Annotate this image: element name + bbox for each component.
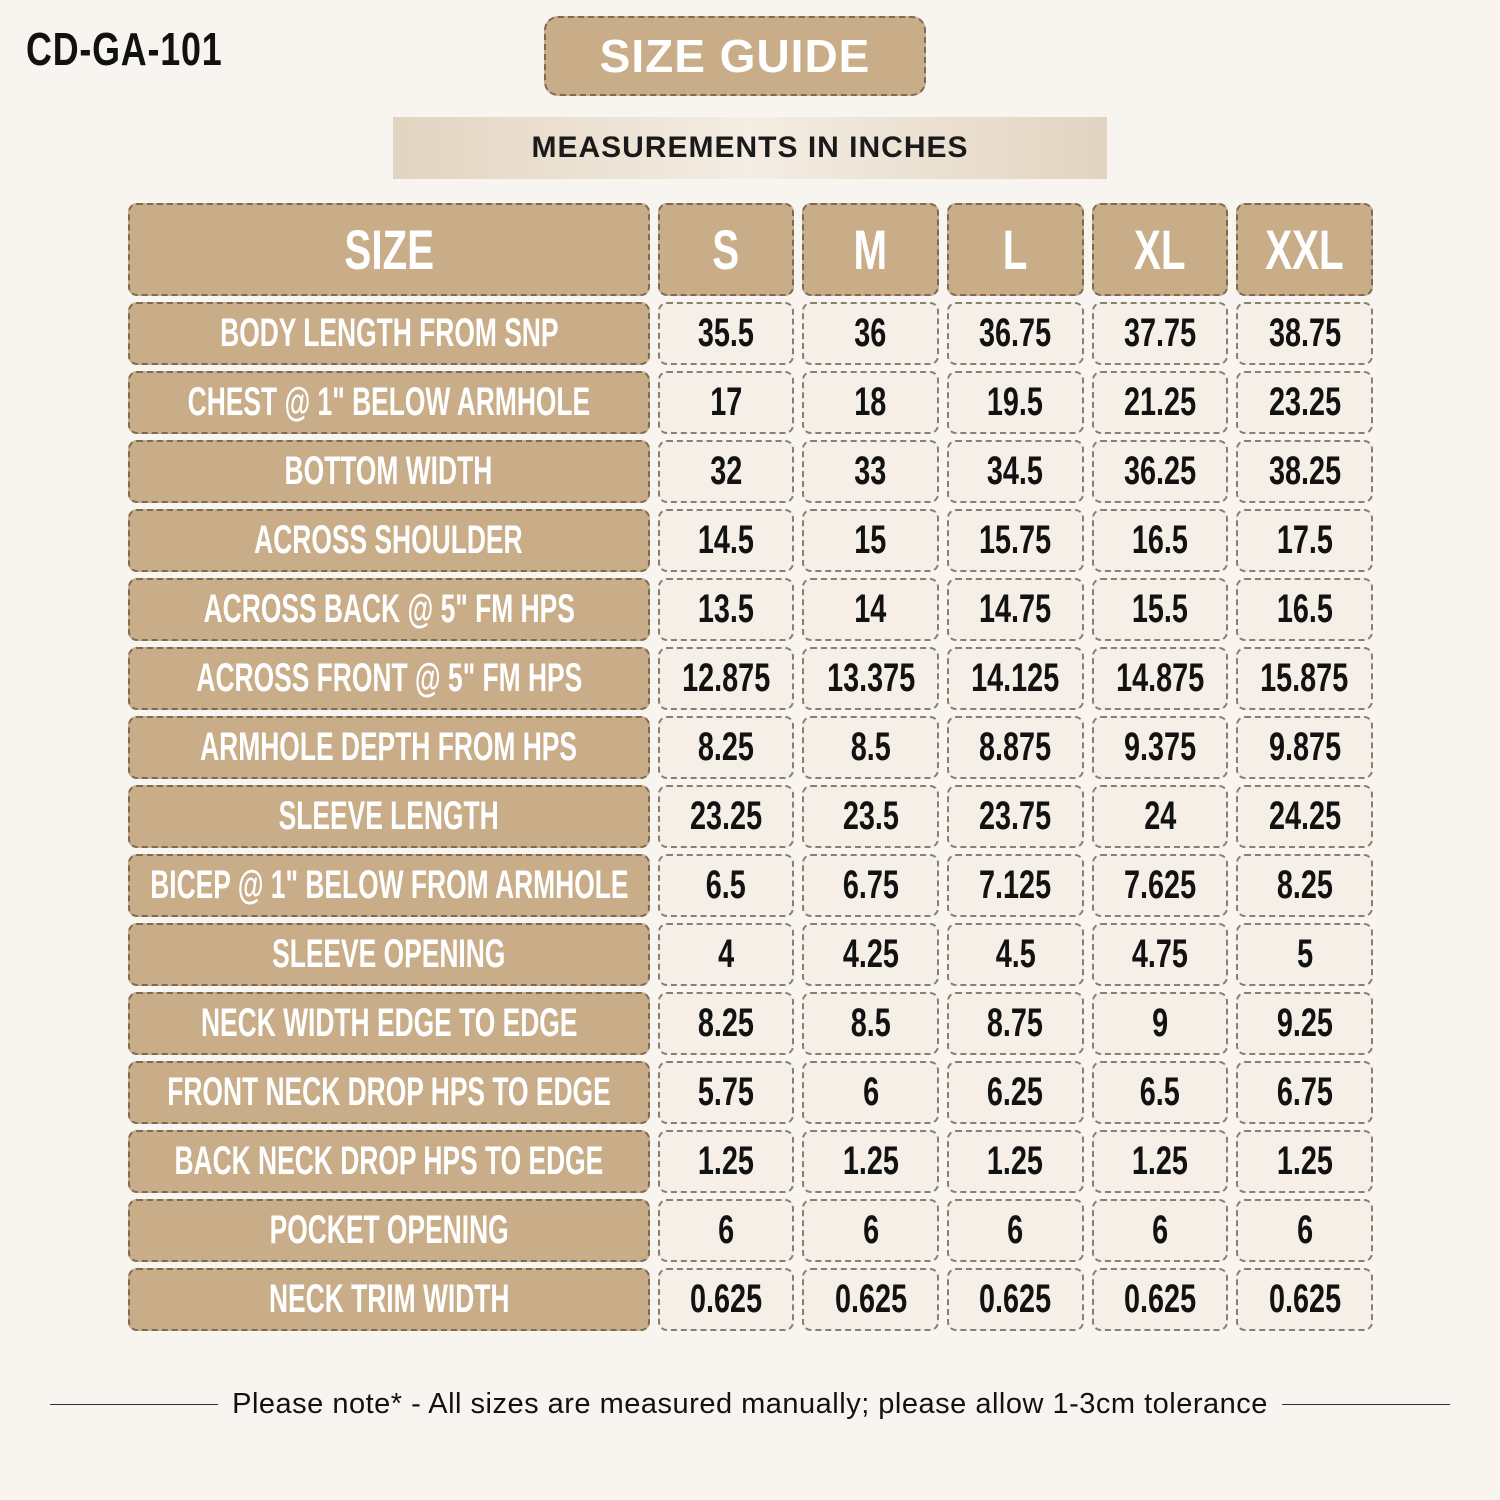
measurement-value-cell xyxy=(947,440,1084,503)
measurement-unit-banner xyxy=(393,117,1107,179)
measurement-value: 18 xyxy=(854,380,887,424)
measurement-value-cell xyxy=(947,371,1084,434)
measurement-value-cell xyxy=(1092,1130,1229,1193)
measurement-unit-text: MEASUREMENTS IN INCHES xyxy=(531,131,969,164)
measurement-value: 9.875 xyxy=(1268,725,1341,769)
measurement-value-cell xyxy=(1236,371,1373,434)
measurement-value: 6 xyxy=(1007,1208,1024,1252)
measurement-value-cell xyxy=(802,440,939,503)
measurement-value-cell xyxy=(1236,509,1373,572)
measurement-value-cell xyxy=(947,785,1084,848)
measurement-value-cell xyxy=(1236,1199,1373,1262)
measurement-value: 1.25 xyxy=(842,1139,899,1183)
header-label: XXL xyxy=(1265,218,1344,281)
measurement-value: 6.5 xyxy=(1139,1070,1180,1114)
measurement-label: FRONT NECK DROP HPS TO EDGE xyxy=(167,1070,611,1114)
measurement-value: 15.5 xyxy=(1131,587,1189,631)
measurement-value: 6 xyxy=(862,1070,879,1114)
measurement-value-cell xyxy=(947,1130,1084,1193)
table-row xyxy=(128,440,1373,503)
measurement-value: 9.25 xyxy=(1276,1001,1333,1045)
measurement-value: 0.625 xyxy=(1123,1277,1197,1321)
measurement-value: 23.25 xyxy=(1268,380,1341,424)
measurement-value-cell xyxy=(658,1130,795,1193)
measurement-value: 32 xyxy=(709,449,743,493)
measurement-value-cell xyxy=(658,440,795,503)
measurement-value-cell xyxy=(1092,1061,1229,1124)
measurement-value: 5 xyxy=(1296,932,1313,976)
measurement-value-cell xyxy=(802,785,939,848)
measurement-value-cell xyxy=(658,647,795,710)
measurement-label: ACROSS FRONT @ 5" FM HPS xyxy=(195,656,582,700)
page-title xyxy=(544,16,926,96)
measurement-value: 8.75 xyxy=(987,1001,1044,1045)
measurement-value: 16.5 xyxy=(1276,587,1333,631)
measurement-value-cell xyxy=(1092,716,1229,779)
size-table xyxy=(128,203,1373,1337)
measurement-label-cell xyxy=(128,716,650,779)
measurement-value: 0.625 xyxy=(834,1277,907,1321)
measurement-value-cell xyxy=(802,992,939,1055)
measurement-value-cell xyxy=(658,371,795,434)
measurement-label: CHEST @ 1" BELOW ARMHOLE xyxy=(187,380,591,424)
measurement-value: 24.25 xyxy=(1268,794,1341,838)
measurement-label: SLEEVE LENGTH xyxy=(278,794,499,838)
measurement-value: 23.75 xyxy=(979,794,1052,838)
measurement-value-cell xyxy=(947,716,1084,779)
measurement-value: 15.875 xyxy=(1260,656,1349,700)
measurement-label-cell xyxy=(128,1199,650,1262)
page-title-text: SIZE GUIDE xyxy=(599,30,871,82)
measurement-value-cell xyxy=(1092,371,1229,434)
header-cell-l xyxy=(947,203,1084,296)
measurement-value-cell xyxy=(1236,716,1373,779)
measurement-value-cell xyxy=(1236,578,1373,641)
measurement-value-cell xyxy=(1236,854,1373,917)
measurement-value-cell xyxy=(1236,440,1373,503)
measurement-value-cell xyxy=(947,509,1084,572)
measurement-value: 35.5 xyxy=(697,311,755,355)
measurement-value-cell xyxy=(1092,509,1229,572)
measurement-value: 7.125 xyxy=(979,863,1052,907)
measurement-value-cell xyxy=(658,992,795,1055)
measurement-value: 6 xyxy=(862,1208,879,1252)
header-label: SIZE xyxy=(344,218,434,281)
measurement-value: 34.5 xyxy=(987,449,1044,493)
measurement-value: 13.5 xyxy=(697,587,755,631)
measurement-label: BACK NECK DROP HPS TO EDGE xyxy=(174,1139,604,1183)
table-row xyxy=(128,647,1373,710)
header-label: XL xyxy=(1134,218,1186,281)
measurement-value-cell xyxy=(802,1061,939,1124)
measurement-value: 1.25 xyxy=(987,1139,1044,1183)
measurement-label: BODY LENGTH FROM SNP xyxy=(219,311,559,355)
measurement-value: 14.5 xyxy=(697,518,755,562)
measurement-value-cell xyxy=(802,578,939,641)
measurement-label-cell xyxy=(128,923,650,986)
measurement-label: ACROSS SHOULDER xyxy=(254,518,524,562)
measurement-label: NECK TRIM WIDTH xyxy=(268,1277,510,1321)
measurement-label-cell xyxy=(128,302,650,365)
measurement-value: 14 xyxy=(854,587,887,631)
header-cell-m xyxy=(802,203,939,296)
measurement-value-cell xyxy=(658,716,795,779)
measurement-label-cell xyxy=(128,371,650,434)
measurement-value: 6 xyxy=(1296,1208,1313,1252)
measurement-value-cell xyxy=(802,302,939,365)
measurement-value: 14.75 xyxy=(979,587,1052,631)
table-row xyxy=(128,992,1373,1055)
measurement-value: 14.875 xyxy=(1115,656,1205,700)
table-row xyxy=(128,509,1373,572)
measurement-value: 15 xyxy=(854,518,887,562)
measurement-value: 8.25 xyxy=(697,725,755,769)
measurement-value: 15.75 xyxy=(979,518,1052,562)
measurement-value: 21.25 xyxy=(1123,380,1197,424)
table-row xyxy=(128,923,1373,986)
measurement-label: NECK WIDTH EDGE TO EDGE xyxy=(200,1001,578,1045)
measurement-label: ARMHOLE DEPTH FROM HPS xyxy=(200,725,578,769)
measurement-value: 7.625 xyxy=(1123,863,1197,907)
tolerance-note: Please note* - All sizes are measured manually; please allow 1-3cm tolerance xyxy=(232,1387,1268,1420)
measurement-value-cell xyxy=(947,1199,1084,1262)
header-cell-xxl xyxy=(1236,203,1373,296)
measurement-value-cell xyxy=(1092,923,1229,986)
header-label: M xyxy=(853,218,888,281)
table-row xyxy=(128,1199,1373,1262)
measurement-label: BICEP @ 1" BELOW FROM ARMHOLE xyxy=(149,863,628,907)
measurement-value: 5.75 xyxy=(697,1070,755,1114)
measurement-value: 19.5 xyxy=(987,380,1044,424)
measurement-value-cell xyxy=(1092,578,1229,641)
header-cell-s xyxy=(658,203,795,296)
measurement-value: 24 xyxy=(1143,794,1177,838)
measurement-value: 36.75 xyxy=(979,311,1052,355)
measurement-label-cell xyxy=(128,992,650,1055)
table-row xyxy=(128,716,1373,779)
measurement-value-cell xyxy=(1092,1199,1229,1262)
measurement-value: 1.25 xyxy=(697,1139,755,1183)
measurement-value-cell xyxy=(658,509,795,572)
measurement-value-cell xyxy=(802,854,939,917)
measurement-value: 16.5 xyxy=(1131,518,1189,562)
measurement-label-cell xyxy=(128,1061,650,1124)
table-row xyxy=(128,371,1373,434)
table-row xyxy=(128,1130,1373,1193)
measurement-value-cell xyxy=(1092,854,1229,917)
measurement-value-cell xyxy=(802,923,939,986)
table-row xyxy=(128,578,1373,641)
measurement-value-cell xyxy=(1236,1061,1373,1124)
header-label: S xyxy=(712,218,740,281)
measurement-value-cell xyxy=(1236,647,1373,710)
measurement-value-cell xyxy=(658,923,795,986)
header-cell-size xyxy=(128,203,650,296)
measurement-value-cell xyxy=(1236,785,1373,848)
measurement-value: 6.5 xyxy=(705,863,747,907)
measurement-label: BOTTOM WIDTH xyxy=(284,449,493,493)
measurement-value: 9 xyxy=(1151,1001,1168,1045)
measurement-value: 8.875 xyxy=(979,725,1052,769)
table-row xyxy=(128,785,1373,848)
measurement-value: 17 xyxy=(709,380,743,424)
measurement-value: 0.625 xyxy=(689,1277,763,1321)
measurement-value: 4.5 xyxy=(995,932,1036,976)
measurement-value: 17.5 xyxy=(1276,518,1333,562)
measurement-value-cell xyxy=(1236,992,1373,1055)
measurement-value: 14.125 xyxy=(971,656,1060,700)
measurement-value-cell xyxy=(947,923,1084,986)
measurement-value-cell xyxy=(658,854,795,917)
measurement-label-cell xyxy=(128,578,650,641)
measurement-value: 37.75 xyxy=(1123,311,1197,355)
measurement-label-cell xyxy=(128,440,650,503)
header-cell-xl xyxy=(1092,203,1229,296)
measurement-label: POCKET OPENING xyxy=(269,1208,509,1252)
measurement-value-cell xyxy=(802,716,939,779)
measurement-label: ACROSS BACK @ 5" FM HPS xyxy=(203,587,575,631)
measurement-value: 6.75 xyxy=(1276,1070,1333,1114)
measurement-label-cell xyxy=(128,1268,650,1331)
measurement-value: 33 xyxy=(854,449,887,493)
measurement-value: 1.25 xyxy=(1276,1139,1333,1183)
measurement-value-cell xyxy=(947,302,1084,365)
measurement-value-cell xyxy=(658,785,795,848)
measurement-value-cell xyxy=(947,1268,1084,1331)
measurement-value: 13.375 xyxy=(826,656,915,700)
measurement-value-cell xyxy=(802,1130,939,1193)
measurement-value: 23.5 xyxy=(842,794,899,838)
measurement-value-cell xyxy=(658,1268,795,1331)
measurement-value: 8.5 xyxy=(850,725,891,769)
measurement-value-cell xyxy=(658,1199,795,1262)
measurement-value-cell xyxy=(1092,1268,1229,1331)
measurement-label-cell xyxy=(128,854,650,917)
footer-divider-left xyxy=(50,1404,218,1405)
measurement-value: 6 xyxy=(1151,1208,1168,1252)
header-label: L xyxy=(1003,218,1028,281)
measurement-value: 12.875 xyxy=(681,656,771,700)
measurement-value-cell xyxy=(1092,440,1229,503)
measurement-value: 36.25 xyxy=(1123,449,1197,493)
measurement-value: 38.25 xyxy=(1268,449,1341,493)
table-row xyxy=(128,302,1373,365)
measurement-value: 8.5 xyxy=(850,1001,891,1045)
measurement-value: 1.25 xyxy=(1131,1139,1189,1183)
measurement-value-cell xyxy=(947,854,1084,917)
measurement-value-cell xyxy=(1092,785,1229,848)
measurement-value: 38.75 xyxy=(1268,311,1341,355)
measurement-value-cell xyxy=(658,578,795,641)
measurement-value-cell xyxy=(1092,647,1229,710)
measurement-value-cell xyxy=(1236,1130,1373,1193)
measurement-value-cell xyxy=(1092,302,1229,365)
measurement-label-cell xyxy=(128,1130,650,1193)
table-row xyxy=(128,1268,1373,1331)
measurement-value: 4 xyxy=(718,932,735,976)
measurement-value-cell xyxy=(1092,992,1229,1055)
measurement-label: SLEEVE OPENING xyxy=(272,932,506,976)
measurement-value-cell xyxy=(1236,1268,1373,1331)
product-code: CD-GA-101 xyxy=(26,23,223,75)
measurement-value-cell xyxy=(947,578,1084,641)
measurement-value: 4.25 xyxy=(842,932,899,976)
measurement-value-cell xyxy=(658,302,795,365)
measurement-value-cell xyxy=(947,992,1084,1055)
measurement-label-cell xyxy=(128,647,650,710)
footer-divider-right xyxy=(1282,1404,1450,1405)
measurement-value-cell xyxy=(658,1061,795,1124)
measurement-value-cell xyxy=(802,509,939,572)
measurement-value-cell xyxy=(802,647,939,710)
measurement-value-cell xyxy=(802,1268,939,1331)
measurement-value: 6.25 xyxy=(987,1070,1044,1114)
measurement-value: 8.25 xyxy=(697,1001,755,1045)
measurement-label-cell xyxy=(128,509,650,572)
measurement-value: 6 xyxy=(718,1208,735,1252)
measurement-value-cell xyxy=(802,1199,939,1262)
measurement-label-cell xyxy=(128,785,650,848)
measurement-value: 36 xyxy=(854,311,887,355)
measurement-value: 6.75 xyxy=(842,863,899,907)
measurement-value-cell xyxy=(947,647,1084,710)
table-row xyxy=(128,1061,1373,1124)
measurement-value: 4.75 xyxy=(1131,932,1189,976)
measurement-value-cell xyxy=(947,1061,1084,1124)
measurement-value-cell xyxy=(1236,923,1373,986)
measurement-value-cell xyxy=(802,371,939,434)
measurement-value: 0.625 xyxy=(1268,1277,1341,1321)
footer-note xyxy=(50,1384,1450,1424)
table-row xyxy=(128,854,1373,917)
table-header-row xyxy=(128,203,1373,296)
measurement-value-cell xyxy=(1236,302,1373,365)
measurement-value: 23.25 xyxy=(689,794,763,838)
measurement-value: 0.625 xyxy=(979,1277,1052,1321)
measurement-value: 9.375 xyxy=(1123,725,1197,769)
measurement-value: 8.25 xyxy=(1276,863,1333,907)
